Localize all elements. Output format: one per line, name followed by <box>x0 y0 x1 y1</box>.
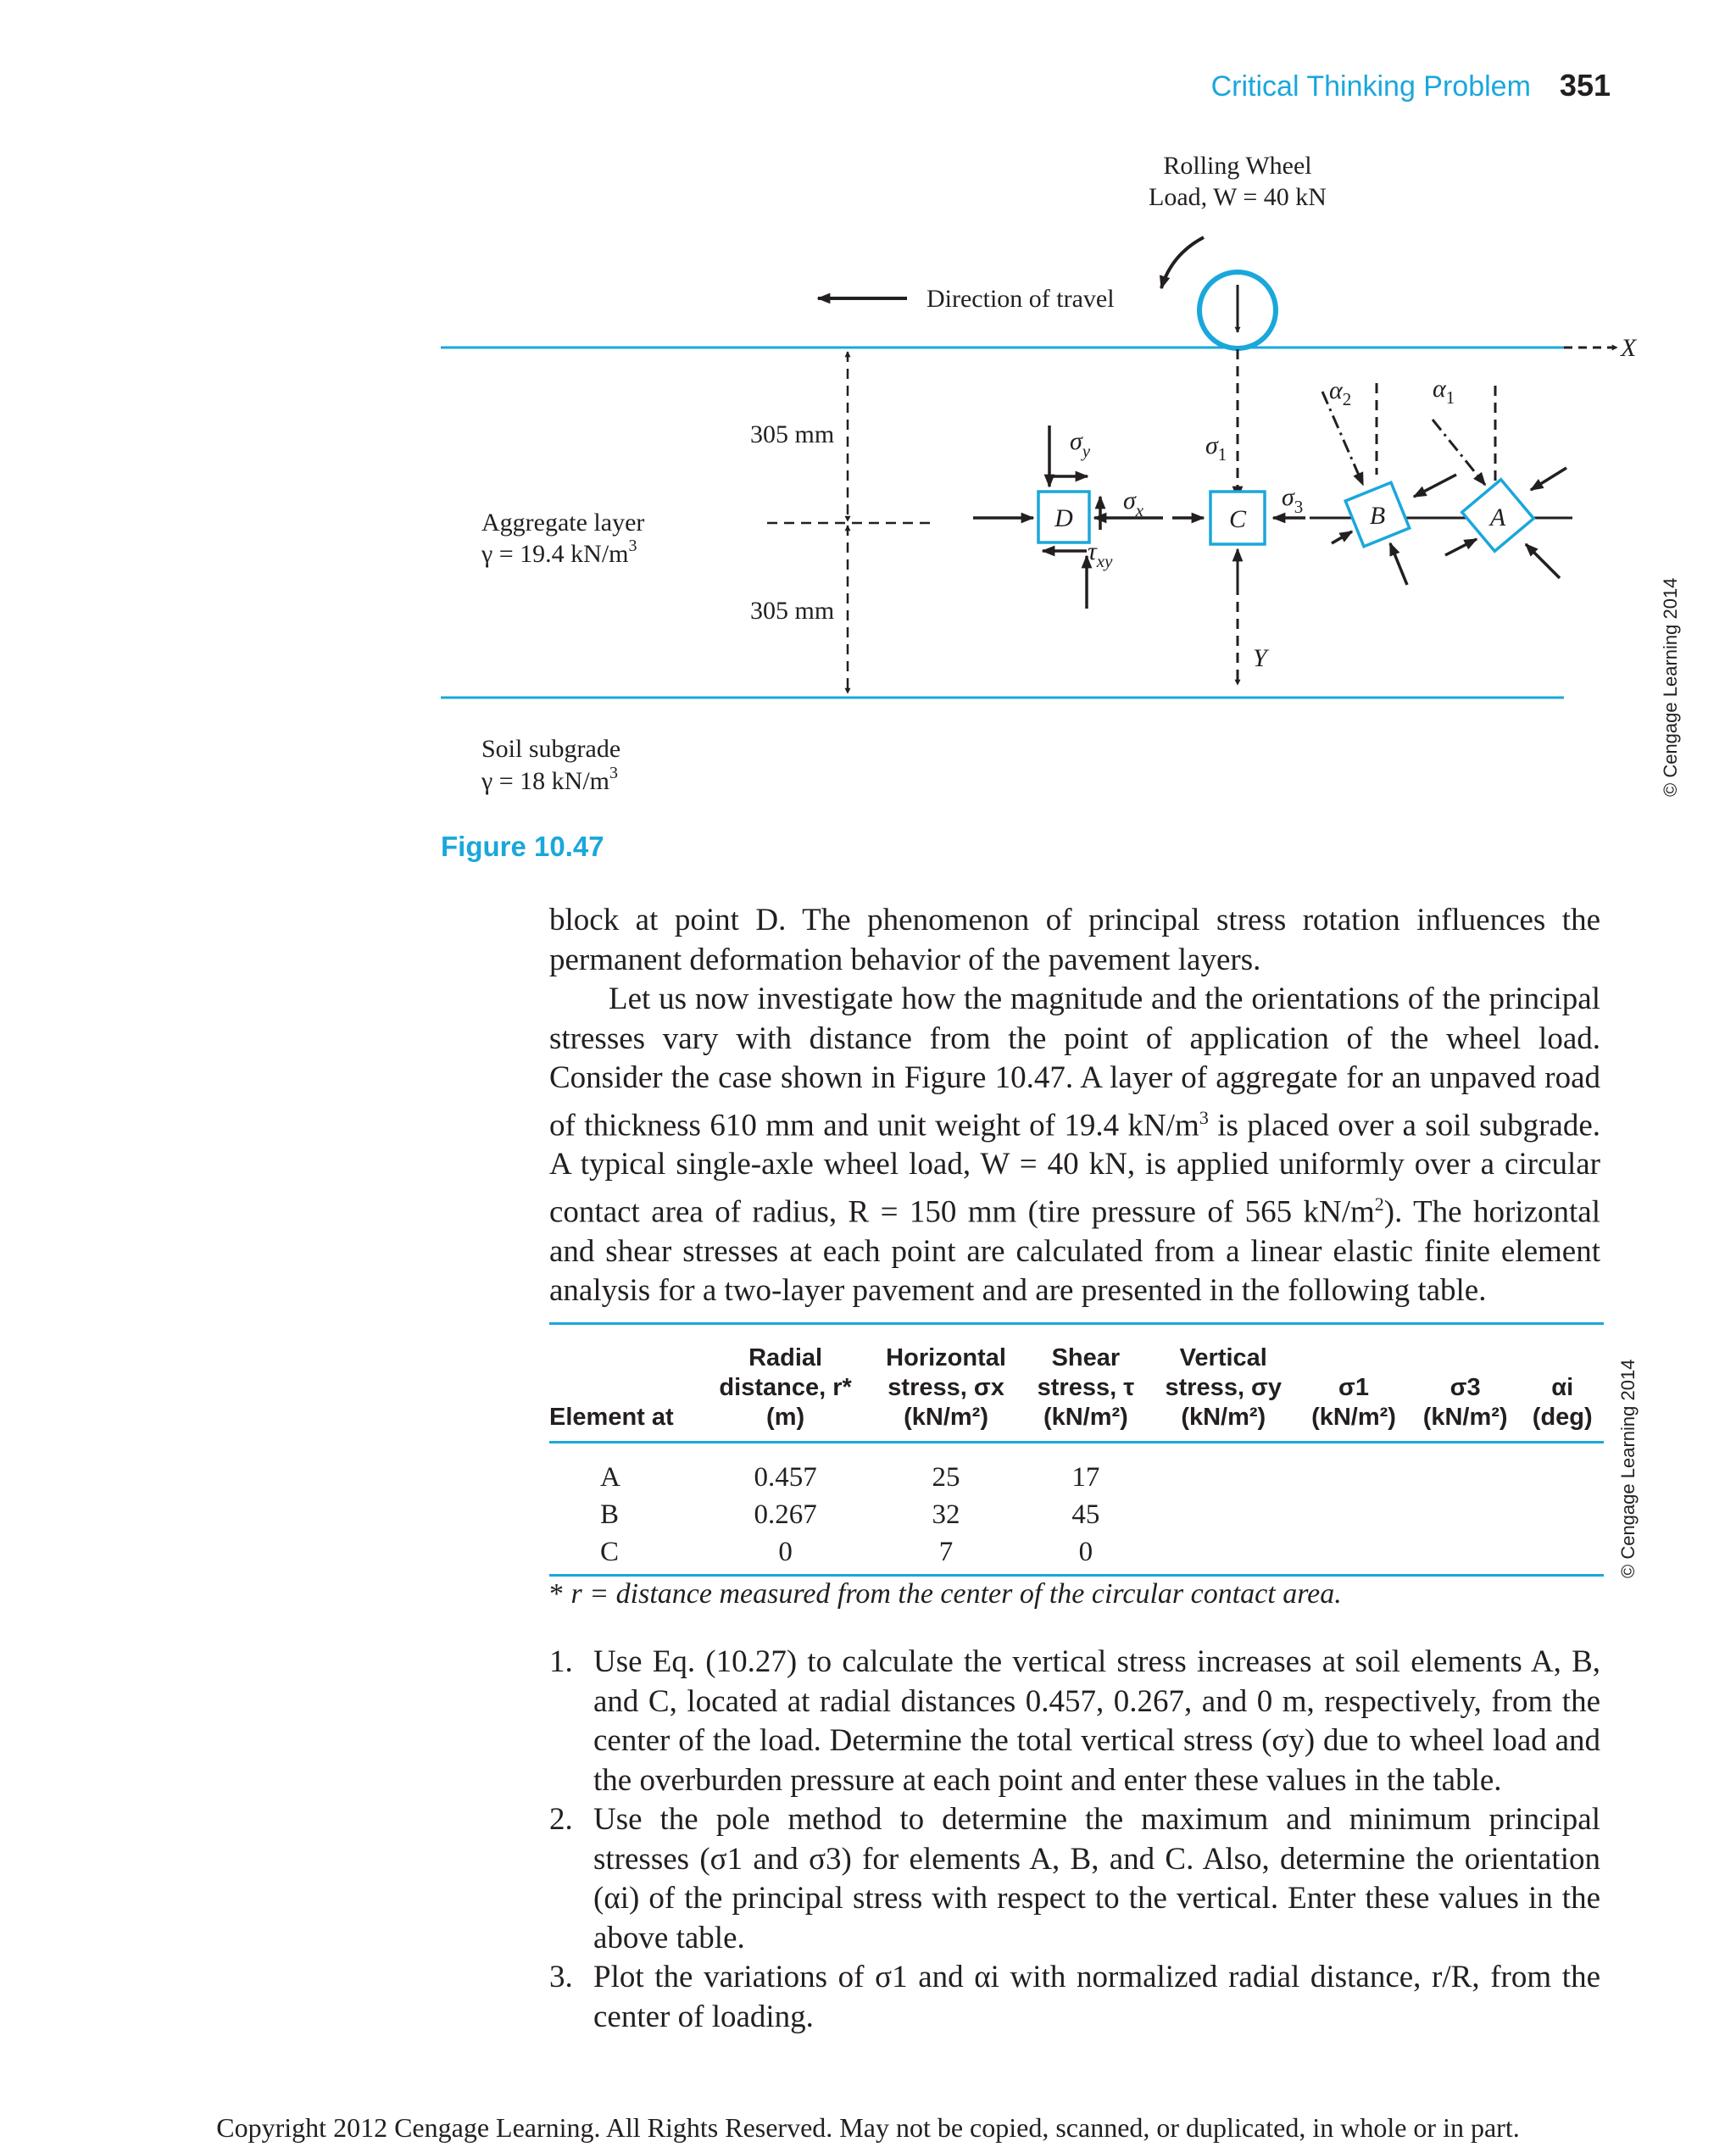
header-alpha: αi (deg) <box>1521 1324 1604 1443</box>
body-text <box>549 901 1600 1311</box>
question-item: 3. Plot the variations of σ1 and αi with normalized radial distance, r/R, from the center of loading. <box>549 1960 1600 2034</box>
alpha1-label: $\alpha_1$ <box>1433 375 1455 408</box>
header-horizontal-stress: Horizontal stress, σx (kN/m²) <box>870 1324 1023 1443</box>
aggregate-layer-name: Aggregate layer <box>481 509 645 537</box>
sigma-y-label: $\sigma_y$ <box>1070 427 1091 461</box>
rotation-arrow <box>1161 237 1204 288</box>
header-element: Element at <box>549 1324 702 1443</box>
sigma1-label: $\sigma_1$ <box>1205 431 1227 464</box>
y-axis-label: Y <box>1253 644 1267 672</box>
header-sigma3: σ3 (kN/m²) <box>1410 1324 1522 1443</box>
figure-10-47 <box>0 0 1736 848</box>
dim-bottom-label: 305 mm <box>750 597 835 625</box>
header-sigma1: σ1 (kN/m²) <box>1298 1324 1410 1443</box>
table-row: A 0.457 25 17 <box>600 1461 1100 1493</box>
header-vertical-stress: Vertical stress, σy (kN/m²) <box>1149 1324 1298 1443</box>
x-axis-label: X <box>1621 334 1637 362</box>
stress-table <box>549 1322 1604 1577</box>
question-item: 2. Use the pole method to determine the maximum and minimum principal stresses (σ1 and σ3) for elements A, B, and C. Also, determine the orientation (αi) of the principal stress with respect to the vertical. Enter these values in the above table. <box>549 1802 1600 1955</box>
element-d <box>1038 492 1089 542</box>
header-shear-stress: Shear stress, τ (kN/m²) <box>1023 1324 1149 1443</box>
section-title: Critical Thinking Problem <box>1210 70 1531 103</box>
table-header-row <box>549 1324 1604 1443</box>
direction-label: Direction of travel <box>926 285 1115 313</box>
figure-caption: Figure 10.47 <box>441 831 604 862</box>
dim-top-label: 305 mm <box>750 420 835 448</box>
soil-subgrade-name: Soil subgrade <box>481 735 621 763</box>
sigma3-label: $\sigma_3$ <box>1282 483 1304 517</box>
soil-subgrade-gamma: γ = 18 $kN/m^3$ <box>481 764 619 795</box>
table-credit: © Cengage Learning 2014 <box>1617 1359 1639 1578</box>
element-c <box>1210 492 1265 544</box>
svg-text:D: D <box>1054 504 1073 532</box>
svg-text:A: A <box>1489 503 1506 531</box>
alpha2-label: $\alpha_2$ <box>1329 376 1352 409</box>
svg-text:C: C <box>1228 505 1247 533</box>
question-item: 1. Use Eq. (10.27) to calculate the vertical stress increases at soil elements A, B, and C, located at radial distances 0.457, 0.267, and 0 m, respectively, from the center of the load. Determine the total vertical stress (σy) due to wheel load and the overburden pressure at each point and enter these values in the table. <box>549 1644 1600 1798</box>
table-row: C 0 7 0 <box>549 1533 1604 1576</box>
figure-credit: © Cengage Learning 2014 <box>1660 577 1681 797</box>
svg-text:B: B <box>1369 502 1386 530</box>
table-footnote: * r = distance measured from the center of the circular contact area. <box>549 1578 1342 1610</box>
header-radial-distance: Radial distance, r* (m) <box>702 1324 870 1443</box>
load-label-line2: Load, W = 40 kN <box>1149 183 1327 211</box>
table-row: B 0.267 32 45 <box>600 1499 1100 1530</box>
paragraph-1: block at point D. The phenomenon of principal stress rotation influences the permanent deformation behavior of the pavement layers. <box>549 903 1600 977</box>
wheel-icon <box>1199 272 1276 348</box>
tau-xy-label: $\tau_{xy}$ <box>1088 537 1113 571</box>
load-label-line1: Rolling Wheel <box>1163 152 1312 180</box>
page-number: 351 <box>1559 68 1611 103</box>
question-list <box>549 1643 1600 2037</box>
aggregate-layer-gamma: γ = 19.4 $kN/m^3$ <box>481 537 637 568</box>
sigma-x-label: $\sigma_x$ <box>1123 487 1144 520</box>
copyright-notice: Copyright 2012 Cengage Learning. All Rights Reserved. May not be copied, scanned, or duplicated, in whole or in part. <box>216 2112 1520 2143</box>
paragraph-2: Let us now investigate how the magnitude and the orientations of the principal stresses vary with distance from the point of application of the wheel load. Consider the case shown in Figure 10.47. A layer of aggregate for an unpaved road of thickness 610 mm and unit weight of 19.4 $kN/m^3$ is placed over a soil subgrade. A typical single-axle wheel load, W = 40 kN, is applied uniformly over a circular contact area of radius, R = 150 mm (tire pressure of 565 $kN/m^2$). The horizontal and shear stresses at each point are calculated from a linear elastic finite element analysis for a two-layer pavement and are presented in the following table. <box>549 982 1600 1309</box>
